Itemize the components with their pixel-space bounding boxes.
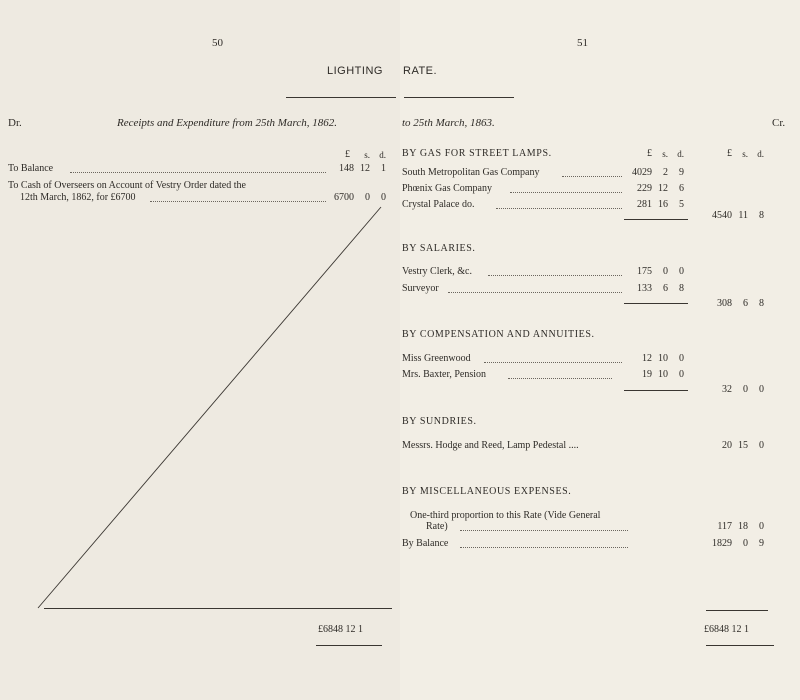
amount-pounds: 281 xyxy=(637,199,652,210)
amount-pence: 0 xyxy=(679,369,684,380)
amount-pounds: 20 xyxy=(722,440,732,451)
receipt-label-cont: 12th March, 1862, for £6700 xyxy=(20,192,136,203)
section-heading-compensation: BY COMPENSATION AND ANNUITIES. xyxy=(402,329,595,340)
compensation-item-amount xyxy=(620,353,684,365)
gas-item-amount xyxy=(620,167,684,179)
salary-item-label: Surveyor xyxy=(402,283,439,294)
col-headers-right-inner xyxy=(620,148,684,160)
leader-dots xyxy=(460,547,628,548)
compensation-item-amount xyxy=(620,369,684,381)
gas-subtotal xyxy=(700,210,764,222)
amount-shillings: 0 xyxy=(663,266,668,277)
sundries-item-label: Messrs. Hodge and Reed, Lamp Pedestal .... xyxy=(402,440,579,451)
gas-item-label: Crystal Palace do. xyxy=(402,199,475,210)
section-heading-gas: BY GAS FOR STREET LAMPS. xyxy=(402,148,552,159)
amount-pounds: 117 xyxy=(717,521,732,532)
amount-pence: 9 xyxy=(679,167,684,178)
section-heading-salaries: BY SALARIES. xyxy=(402,243,476,254)
amount-pounds: 19 xyxy=(642,369,652,380)
amount-pence: 6 xyxy=(679,183,684,194)
leader-dots xyxy=(460,530,628,531)
amount-pence: 0 xyxy=(759,384,764,395)
rule-left-bottom xyxy=(44,608,392,609)
amount-pounds: 133 xyxy=(637,283,652,294)
amount-shillings: 15 xyxy=(738,440,748,451)
col-headers-right-outer xyxy=(704,148,764,160)
amount-pence: 0 xyxy=(679,266,684,277)
salary-item-amount xyxy=(620,283,684,295)
compensation-subtotal xyxy=(700,384,764,396)
amount-shillings: 11 xyxy=(738,210,748,221)
misc-item-amount xyxy=(700,538,764,550)
gas-item-label: Phœnix Gas Company xyxy=(402,183,492,194)
right-page xyxy=(400,0,800,700)
col-header-shilling: s. xyxy=(662,149,668,159)
amount-pounds: 148 xyxy=(339,163,354,174)
col-header-pound: £ xyxy=(727,148,732,159)
salary-item-label: Vestry Clerk, &c. xyxy=(402,266,472,277)
col-header-pence: d. xyxy=(677,149,684,159)
amount-shillings: 12 xyxy=(360,163,370,174)
leader-dots xyxy=(508,378,612,379)
sundries-item-amount xyxy=(700,440,764,452)
page-number-left: 50 xyxy=(212,37,223,49)
salary-item-amount xyxy=(620,266,684,278)
amount-pence: 0 xyxy=(679,353,684,364)
leader-dots xyxy=(448,292,622,293)
total-rule-left xyxy=(316,645,382,646)
amount-pence: 0 xyxy=(759,521,764,532)
amount-shillings: 6 xyxy=(663,283,668,294)
subtotal-rule xyxy=(624,303,688,304)
amount-pence: 1 xyxy=(381,163,386,174)
gas-item-amount xyxy=(620,183,684,195)
amount-shillings: 10 xyxy=(658,353,668,364)
misc-item-label: One-third proportion to this Rate (Vide General xyxy=(410,510,601,521)
misc-item-label-cont: Rate) xyxy=(426,521,448,532)
amount-pence: 9 xyxy=(759,538,764,549)
amount-pence: 8 xyxy=(759,298,764,309)
leader-dots xyxy=(562,176,622,177)
amount-pence: 0 xyxy=(759,440,764,451)
amount-pounds: 4029 xyxy=(632,167,652,178)
title-rule-right xyxy=(404,97,514,98)
amount-pounds: 4540 xyxy=(712,210,732,221)
total-rule-right xyxy=(706,645,774,646)
col-header-pence: d. xyxy=(379,150,386,160)
amount-shillings: 18 xyxy=(738,521,748,532)
amount-pounds: 32 xyxy=(722,384,732,395)
salaries-subtotal xyxy=(700,298,764,310)
amount-pounds: 1829 xyxy=(712,538,732,549)
subtotal-rule xyxy=(624,390,688,391)
amount-pounds: 12 xyxy=(642,353,652,364)
leader-dots xyxy=(496,208,622,209)
gas-item-amount xyxy=(620,199,684,211)
compensation-item-label: Miss Greenwood xyxy=(402,353,471,364)
compensation-item-label: Mrs. Baxter, Pension xyxy=(402,369,487,380)
amount-pence: 8 xyxy=(759,210,764,221)
amount-pounds: 6700 xyxy=(334,192,354,203)
amount-shillings: 12 xyxy=(658,183,668,194)
dr-label: Dr. xyxy=(8,117,22,129)
col-header-pound: £ xyxy=(345,149,350,160)
title-left: LIGHTING xyxy=(327,65,383,77)
amount-shillings: 6 xyxy=(743,298,748,309)
amount-pence: 5 xyxy=(679,199,684,210)
col-header-shilling: s. xyxy=(742,149,748,159)
subtotal-rule xyxy=(624,219,688,220)
amount-pounds: 175 xyxy=(637,266,652,277)
misc-item-label: By Balance xyxy=(402,538,449,549)
col-header-shilling: s. xyxy=(364,150,370,160)
col-header-pence: d. xyxy=(757,149,764,159)
page-number-right: 51 xyxy=(577,37,588,49)
amount-shillings: 0 xyxy=(743,538,748,549)
amount-pounds: 229 xyxy=(637,183,652,194)
amount-pence: 0 xyxy=(381,192,386,203)
col-header-pound: £ xyxy=(647,148,652,159)
heading-right: to 25th March, 1863. xyxy=(402,117,495,129)
section-heading-sundries: BY SUNDRIES. xyxy=(402,416,477,427)
amount-shillings: 10 xyxy=(658,369,668,380)
receipt-label: To Cash of Overseers on Account of Vestry Order dated the xyxy=(8,180,246,191)
gas-item-label: South Metropolitan Gas Company xyxy=(402,167,540,178)
section-heading-misc: BY MISCELLANEOUS EXPENSES. xyxy=(402,486,572,497)
receipts-total: £6848 12 1 xyxy=(318,624,363,635)
rule-right-bottom xyxy=(706,610,768,611)
title-right: RATE. xyxy=(403,65,438,77)
amount-shillings: 2 xyxy=(663,167,668,178)
amount-shillings: 16 xyxy=(658,199,668,210)
amount-pence: 8 xyxy=(679,283,684,294)
leader-dots xyxy=(510,192,622,193)
amount-shillings: 0 xyxy=(365,192,370,203)
cr-label: Cr. xyxy=(772,117,786,129)
receipt-label: To Balance xyxy=(8,163,54,174)
misc-item-amount xyxy=(700,521,764,533)
amount-pounds: 308 xyxy=(717,298,732,309)
leader-dots xyxy=(488,275,622,276)
expenditure-total: £6848 12 1 xyxy=(704,624,749,635)
leader-dots xyxy=(484,362,622,363)
heading-left: Receipts and Expenditure from 25th March, 1862. xyxy=(117,117,337,129)
amount-shillings: 0 xyxy=(743,384,748,395)
